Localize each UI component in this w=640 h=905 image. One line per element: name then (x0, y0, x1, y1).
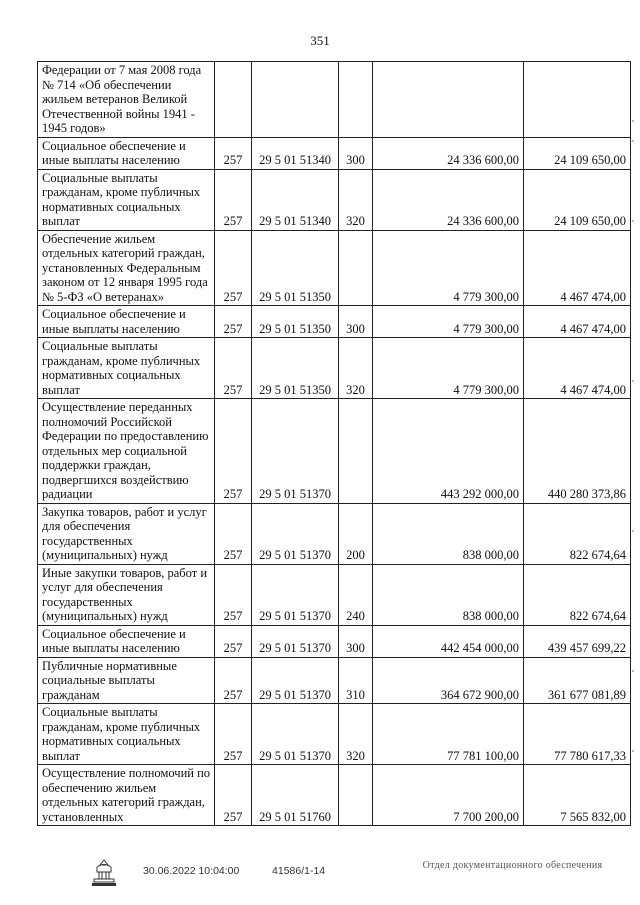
duma-emblem-icon (91, 858, 117, 888)
row-planned-sum-cell: 7 700 200,00 (373, 765, 524, 826)
table-row (38, 704, 631, 765)
row-executed-sum-cell: 77 780 617,33 (524, 704, 631, 765)
footer-department-stamp: Отдел документационного обеспечения (422, 860, 603, 871)
row-planned-sum-cell: 77 781 100,00 (373, 704, 524, 765)
row-csr-cell: 29 5 01 51370 (252, 625, 339, 657)
row-csr-cell: 29 5 01 51340 (252, 169, 339, 230)
row-name-cell: Социальное обеспечение и иные выплаты населению (38, 306, 215, 338)
row-ved-cell: 257 (215, 169, 252, 230)
row-planned-sum-cell: 24 336 600,00 (373, 169, 524, 230)
row-planned-sum-cell: 838 000,00 (373, 564, 524, 625)
row-ved-cell (215, 62, 252, 138)
row-csr-cell: 29 5 01 51370 (252, 399, 339, 504)
table-row (38, 62, 631, 138)
row-vr-cell (339, 62, 373, 138)
row-name-cell: Публичные нормативные социальные выплаты гражданам (38, 657, 215, 704)
row-planned-sum-cell: 364 672 900,00 (373, 657, 524, 704)
row-csr-cell: 29 5 01 51370 (252, 503, 339, 564)
row-name-cell: Федерации от 7 мая 2008 года № 714 «Об обеспечении жильем ветеранов Великой Отечественной войны 1941 - 1945 годов» (38, 62, 215, 138)
row-planned-sum-cell: 4 779 300,00 (373, 338, 524, 399)
row-vr-cell: 240 (339, 564, 373, 625)
row-planned-sum-cell: 838 000,00 (373, 503, 524, 564)
row-executed-sum-cell: 822 674,64 (524, 503, 631, 564)
row-csr-cell: 29 5 01 51350 (252, 338, 339, 399)
page-number: 351 (310, 33, 330, 48)
table-row (38, 137, 631, 169)
row-planned-sum-cell: 4 779 300,00 (373, 306, 524, 338)
row-name-cell: Социальное обеспечение и иные выплаты населению (38, 625, 215, 657)
row-vr-cell (339, 230, 373, 306)
budget-table (37, 61, 631, 826)
table-row (38, 765, 631, 826)
table-row (38, 564, 631, 625)
table-row (38, 338, 631, 399)
row-executed-sum-cell: 4 467 474,00 (524, 338, 631, 399)
row-csr-cell: 29 5 01 51370 (252, 657, 339, 704)
row-csr-cell (252, 62, 339, 138)
row-executed-sum-cell: 822 674,64 (524, 564, 631, 625)
table-row (38, 169, 631, 230)
row-planned-sum-cell: 4 779 300,00 (373, 230, 524, 306)
row-planned-sum-cell: 443 292 000,00 (373, 399, 524, 504)
row-ved-cell: 257 (215, 230, 252, 306)
row-vr-cell: 310 (339, 657, 373, 704)
row-planned-sum-cell: 442 454 000,00 (373, 625, 524, 657)
row-executed-sum-cell: 4 467 474,00 (524, 230, 631, 306)
row-executed-sum-cell: 361 677 081,89 (524, 657, 631, 704)
row-executed-sum-cell: 439 457 699,22 (524, 625, 631, 657)
row-vr-cell: 300 (339, 306, 373, 338)
row-executed-sum-cell: 24 109 650,00 (524, 169, 631, 230)
row-csr-cell: 29 5 01 51760 (252, 765, 339, 826)
row-name-cell: Социальные выплаты гражданам, кроме публичных нормативных социальных выплат (38, 169, 215, 230)
row-ved-cell: 257 (215, 704, 252, 765)
table-row (38, 399, 631, 504)
table-row (38, 306, 631, 338)
row-name-cell: Социальные выплаты гражданам, кроме публичных нормативных социальных выплат (38, 704, 215, 765)
table-row (38, 657, 631, 704)
row-executed-sum-cell: 7 565 832,00 (524, 765, 631, 826)
row-vr-cell (339, 399, 373, 504)
row-ved-cell: 257 (215, 338, 252, 399)
row-ved-cell: 257 (215, 564, 252, 625)
row-ved-cell: 257 (215, 625, 252, 657)
row-vr-cell: 200 (339, 503, 373, 564)
row-name-cell: Осуществление переданных полномочий Российской Федерации по предоставлению отдельных мер социальной поддержки граждан, подвергшихся воздействию радиации (38, 399, 215, 504)
row-vr-cell: 320 (339, 704, 373, 765)
row-csr-cell: 29 5 01 51370 (252, 704, 339, 765)
row-csr-cell: 29 5 01 51350 (252, 230, 339, 306)
row-ved-cell: 257 (215, 657, 252, 704)
row-csr-cell: 29 5 01 51370 (252, 564, 339, 625)
row-name-cell: Закупка товаров, работ и услуг для обеспечения государственных (муниципальных) нужд (38, 503, 215, 564)
row-ved-cell: 257 (215, 399, 252, 504)
row-csr-cell: 29 5 01 51350 (252, 306, 339, 338)
row-ved-cell: 257 (215, 503, 252, 564)
row-ved-cell: 257 (215, 306, 252, 338)
row-ved-cell: 257 (215, 137, 252, 169)
row-executed-sum-cell: 24 109 650,00 (524, 137, 631, 169)
row-vr-cell: 320 (339, 169, 373, 230)
budget-table-body (38, 62, 631, 826)
row-ved-cell: 257 (215, 765, 252, 826)
row-name-cell: Социальные выплаты гражданам, кроме публичных нормативных социальных выплат (38, 338, 215, 399)
row-executed-sum-cell (524, 62, 631, 138)
margin-marks (630, 110, 634, 810)
row-vr-cell: 300 (339, 625, 373, 657)
table-row (38, 625, 631, 657)
page-footer (0, 858, 640, 898)
row-executed-sum-cell: 4 467 474,00 (524, 306, 631, 338)
table-row (38, 503, 631, 564)
row-planned-sum-cell: 24 336 600,00 (373, 137, 524, 169)
footer-document-number: 41586/1-14 (272, 865, 326, 877)
table-row (38, 230, 631, 306)
row-vr-cell: 300 (339, 137, 373, 169)
row-name-cell: Обеспечение жильем отдельных категорий граждан, установленных Федеральным законом от 12 января 1995 года № 5-ФЗ «О ветеранах» (38, 230, 215, 306)
row-name-cell: Социальное обеспечение и иные выплаты населению (38, 137, 215, 169)
row-vr-cell (339, 765, 373, 826)
row-name-cell: Иные закупки товаров, работ и услуг для обеспечения государственных (муниципальных) нужд (38, 564, 215, 625)
footer-datetime: 30.06.2022 10:04:00 (143, 865, 240, 877)
row-executed-sum-cell: 440 280 373,86 (524, 399, 631, 504)
row-vr-cell: 320 (339, 338, 373, 399)
row-name-cell: Осуществление полномочий по обеспечению жильем отдельных категорий граждан, установленных (38, 765, 215, 826)
row-planned-sum-cell (373, 62, 524, 138)
row-csr-cell: 29 5 01 51340 (252, 137, 339, 169)
